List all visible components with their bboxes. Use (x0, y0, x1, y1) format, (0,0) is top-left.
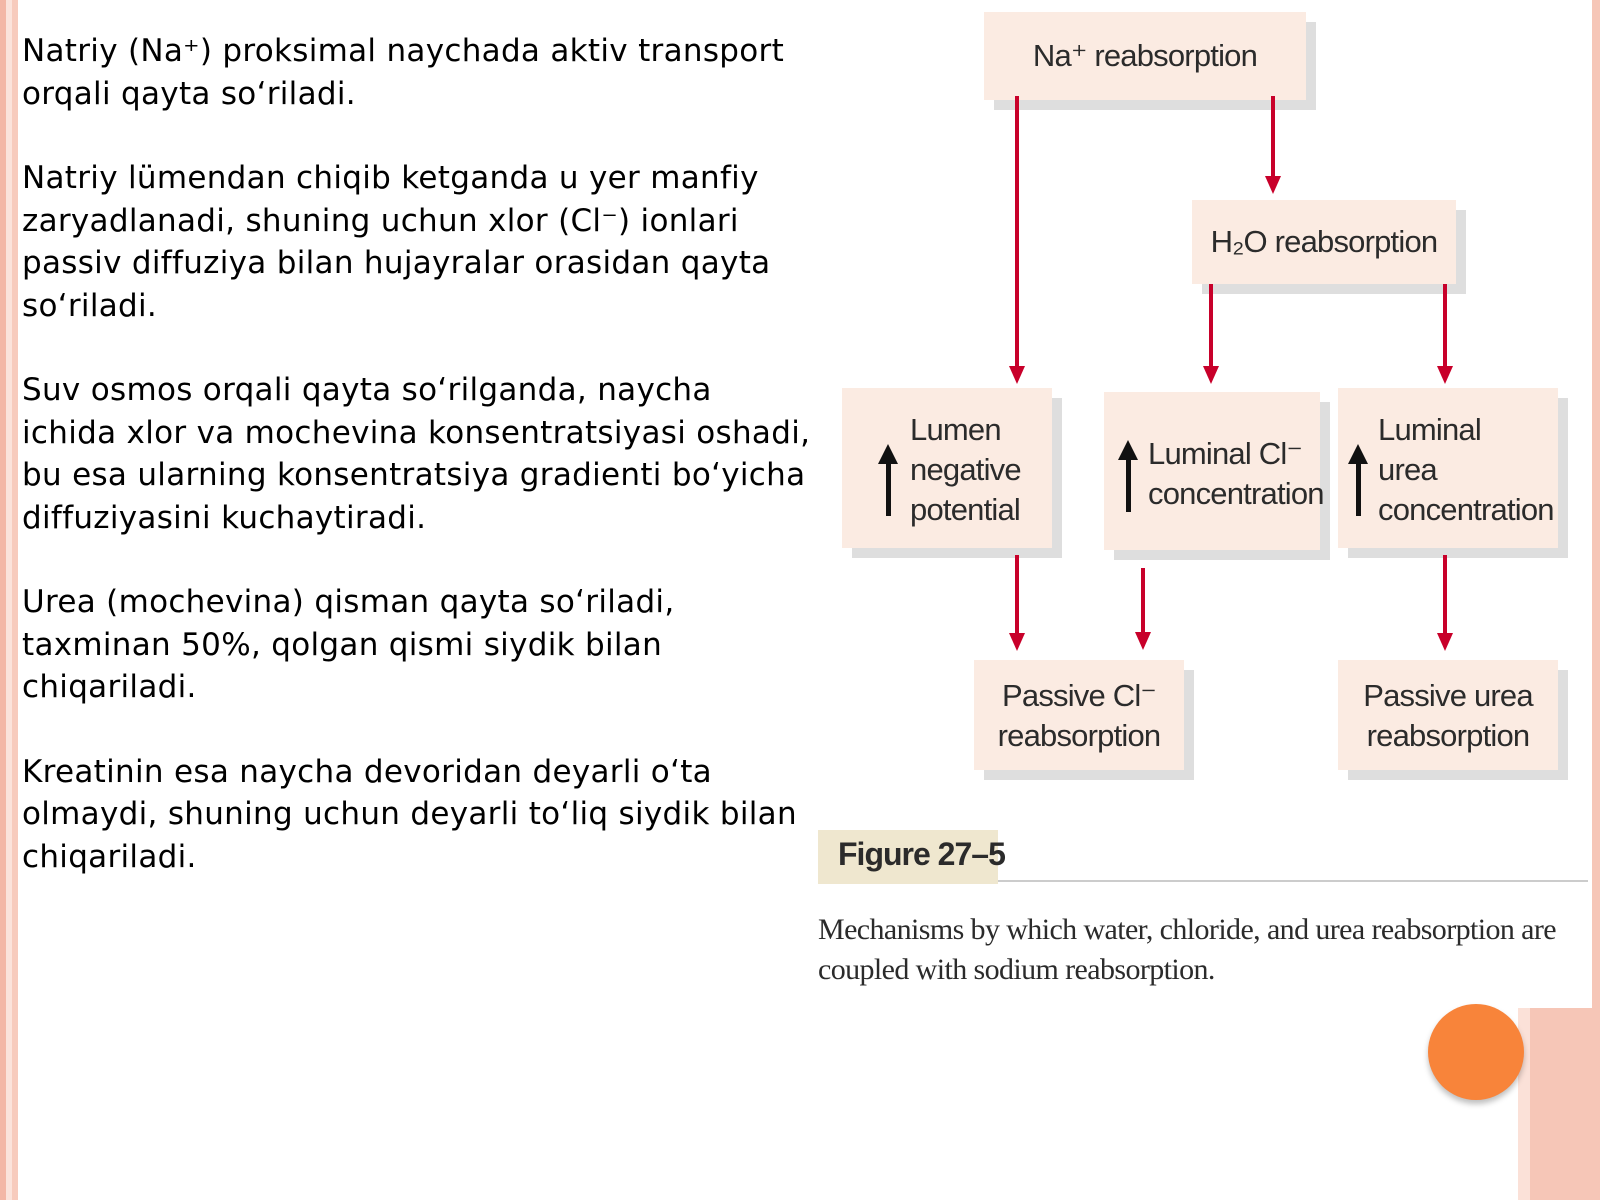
luminal-urea-concentration-box (1338, 388, 1558, 548)
passive-cl-reabsorption-box (974, 660, 1184, 770)
passive-urea-label-line2: reabsorption (1366, 718, 1530, 753)
arrow-h2o-to-cl-shaft (1209, 284, 1213, 368)
passive-urea-label-line1: Passive urea (1363, 678, 1533, 713)
paragraph-urea: Urea (mochevina) qisman qayta so‘riladi, taxminan 50%, qolgan qismi siydik bilan chiqariladi. (22, 584, 675, 705)
left-decor-stripe (0, 0, 18, 1200)
arrow-cl-to-passive-cl-head (1135, 632, 1151, 650)
figure-label: Figure 27–5 (838, 836, 1005, 872)
paragraph-chloride: Natriy lümendan chiqib ketganda u yer manfiy zaryadlanadi, shuning uchun xlor (Cl⁻) ionlari passiv diffuziya bilan hujayralar orasidan qayta so‘riladi. (22, 160, 771, 324)
arrow-urea-to-passive-urea-shaft (1443, 555, 1447, 635)
increase-arrow-icon (1348, 444, 1368, 516)
luminal-cl-concentration-box (1104, 392, 1324, 550)
lumen-negative-label-line1: Lumen (910, 412, 1001, 447)
arrow-urea-to-passive-urea-head (1437, 633, 1453, 651)
passive-cl-label-line1: Passive Cl⁻ (1002, 678, 1156, 713)
paragraph-creatinine: Kreatinin esa naycha devoridan deyarli o‘ta olmaydi, shuning uchun deyarli to‘liq siydik bilan chiqariladi. (22, 753, 797, 875)
arrow-cl-to-passive-cl-shaft (1141, 568, 1145, 634)
arrow-h2o-to-urea-head (1437, 366, 1453, 384)
arrow-lumen-to-passive-cl-head (1009, 633, 1025, 651)
slide-text-block (22, 30, 812, 920)
luminal-urea-label-line1: Luminal (1378, 412, 1481, 447)
luminal-cl-label-line1: Luminal Cl⁻ (1148, 436, 1303, 471)
passive-cl-label-line2: reabsorption (997, 718, 1161, 753)
arrow-na-to-h2o-head (1265, 176, 1281, 194)
arrow-h2o-to-urea-shaft (1443, 284, 1447, 368)
lumen-negative-label-line2: negative (910, 452, 1021, 487)
increase-arrow-icon (1118, 440, 1138, 512)
lumen-negative-label-line3: potential (910, 492, 1021, 527)
na-reabsorption-label: Na⁺ reabsorption (1032, 38, 1258, 73)
arrow-na-to-lumen-shaft (1015, 96, 1019, 368)
passive-urea-reabsorption-box (1338, 660, 1558, 770)
increase-arrow-icon (878, 444, 898, 516)
luminal-urea-label-line2: urea (1378, 452, 1437, 487)
arrow-na-to-lumen-head (1009, 366, 1025, 384)
arrow-h2o-to-cl-head (1203, 366, 1219, 384)
paragraph-sodium: Natriy (Na⁺) proksimal naychada aktiv transport orqali qayta so‘riladi. (22, 33, 785, 112)
orange-circle-decor (1428, 1004, 1524, 1100)
lumen-negative-potential-box (842, 388, 1052, 548)
h2o-reabsorption-label: H₂O reabsorption (1210, 224, 1438, 259)
arrow-lumen-to-passive-cl-shaft (1015, 555, 1019, 635)
luminal-cl-label-line2: concentration (1148, 476, 1324, 511)
figure-divider (998, 880, 1588, 882)
h2o-reabsorption-box (1192, 200, 1456, 284)
figure-caption: Mechanisms by which water, chloride, and urea reabsorption are coupled with sodium reabsorption. (818, 913, 1556, 986)
arrow-na-to-h2o-shaft (1271, 96, 1275, 176)
luminal-urea-label-line3: concentration (1378, 492, 1554, 527)
na-reabsorption-box (984, 12, 1306, 100)
paragraph-water: Suv osmos orqali qayta so‘rilganda, naycha ichida xlor va mochevina konsentratsiyasi oshadi, bu esa ularning konsentratsiya gradienti bo‘yicha diffuziyasini kuchaytiradi. (22, 372, 811, 536)
